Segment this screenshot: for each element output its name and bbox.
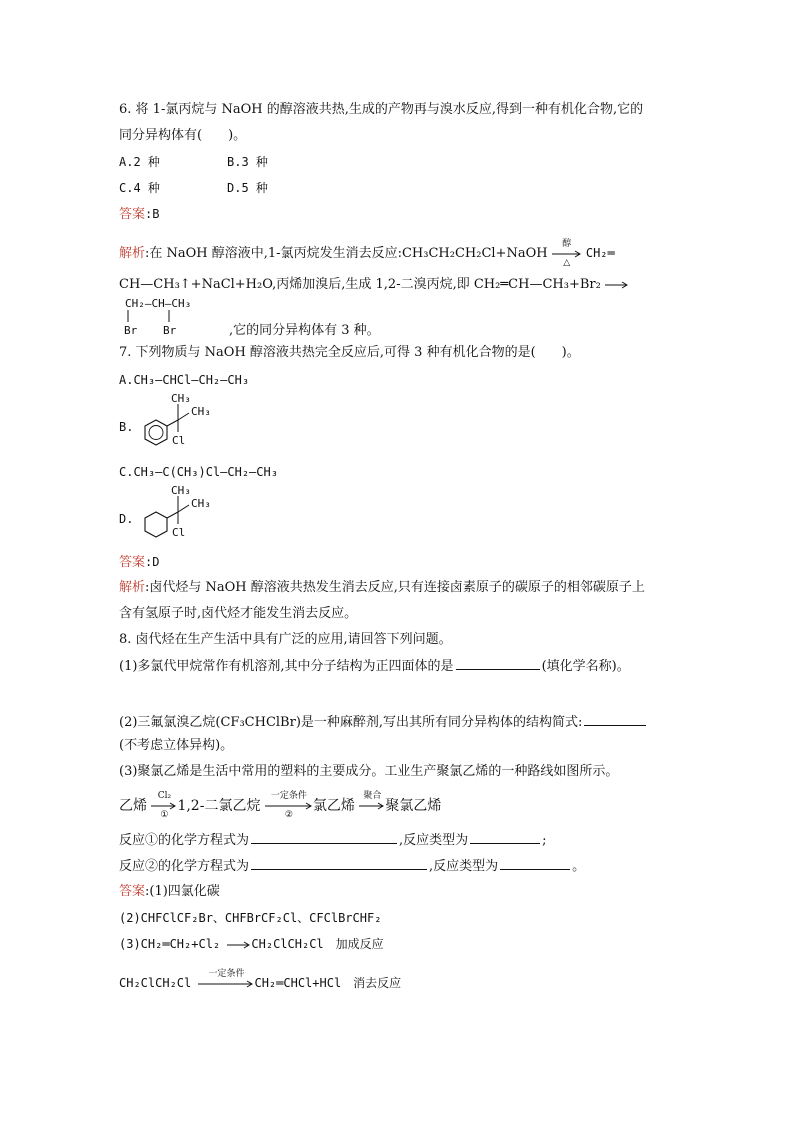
q8-answer-part4: CH₂ClCH₂Cl	[119, 976, 192, 990]
q7-option-d-structure	[134, 484, 224, 550]
q8-reaction1-mid: ,反应类型为	[399, 833, 469, 848]
q8-answer-arrow-1	[227, 941, 251, 949]
q6-addition-arrow	[605, 281, 629, 289]
q6-option-d	[227, 179, 268, 197]
q6-answer	[119, 205, 159, 224]
answer-blank[interactable]	[584, 713, 646, 726]
q6-stem-line1	[119, 101, 643, 119]
arrow-icon	[552, 250, 582, 258]
q7b-cl: Cl	[172, 434, 186, 447]
q8-answer-1	[119, 883, 220, 901]
q8-part1	[119, 657, 630, 676]
q8-answer-4	[119, 968, 402, 992]
q7-stem	[119, 344, 580, 362]
q7-option-b	[119, 418, 133, 436]
q7-option-d	[119, 510, 133, 528]
q8-stem-text: 8. 卤代烃在生产生活中具有广泛的应用,请回答下列问题。	[119, 632, 452, 647]
q7-answer-label: 答案	[119, 555, 146, 570]
q6-analysis-text3: ,它的同分异构体有 3 种。	[229, 323, 380, 338]
q6-answer-value: :B	[145, 207, 160, 221]
route-arrow1-bottom: ①	[160, 810, 169, 820]
q8-answer-label: 答案	[119, 884, 146, 899]
dibromo-chain: CH₂—CH—CH₃	[125, 297, 192, 310]
q7-option-d-text: D.	[119, 512, 134, 526]
arrow-icon	[198, 980, 254, 988]
q7-option-c	[119, 463, 278, 481]
dibromo-br1: Br	[124, 324, 138, 337]
q6-option-b-text: B.3 种	[227, 155, 268, 169]
q6-arrow-condition-top: 醇	[562, 238, 572, 249]
dibromopropane-structure	[119, 294, 229, 342]
route-arrow3-top: 聚合	[363, 791, 382, 801]
q8-part2-text: (2)三氟氯溴乙烷(CF₃CHClBr)是一种麻醉剂,写出其所有同分异构体的结构简式:	[119, 715, 583, 730]
q8-answer-arrow-2	[198, 968, 254, 988]
q7-answer-value: :D	[145, 555, 160, 569]
q8-answer-3	[119, 935, 384, 953]
q8-answer-part2: (2)CHFClCF₂Br、CHFBrCF₂Cl、CFClBrCHF₂	[119, 911, 382, 925]
q6-option-b	[227, 153, 268, 171]
q8-reaction1	[119, 831, 547, 850]
q7-analysis-line2	[119, 605, 357, 623]
q7-answer	[119, 553, 159, 572]
q6-analysis-label: 解析	[119, 246, 146, 261]
q7b-ch3-top: CH₃	[171, 392, 191, 405]
q8-reaction2	[119, 857, 585, 876]
cyclohexane-structure-svg	[134, 484, 224, 546]
arrow-icon	[359, 802, 385, 810]
answer-blank[interactable]	[456, 657, 540, 670]
q8-part2	[119, 713, 648, 732]
answer-blank[interactable]	[470, 831, 540, 844]
q8-answer-2	[119, 909, 381, 927]
route-arrow2-top: 一定条件	[270, 791, 307, 801]
q6-stem-text1: 6. 将 1-氯丙烷与 NaOH 的醇溶液共热,生成的产物再与溴水反应,得到一种有机化合物,它的	[119, 102, 644, 117]
q8-part3-text: (3)聚氯乙烯是生活中常用的塑料的主要成分。工业生产聚氯乙烯的一种路线如图所示。	[119, 764, 619, 779]
q7-analysis-text1: :卤代烃与 NaOH 醇溶液共热发生消去反应,只有连接卤素原子的碳原子的相邻碳原子上	[145, 580, 645, 595]
q8-reaction1-text: 反应①的化学方程式为	[119, 833, 250, 848]
q7-option-b-text: B.	[119, 420, 134, 434]
answer-blank[interactable]	[251, 857, 427, 870]
q6-option-a	[119, 153, 160, 171]
answer-blank[interactable]	[251, 831, 397, 844]
q6-analysis-text2: CH—CH₃↑+NaCl+H₂O,丙烯加溴后,生成 1,2-二溴丙烷,即 CH₂═CH—CH₃+Br₂	[119, 277, 601, 292]
answer-blank[interactable]	[500, 857, 570, 870]
q7-option-a	[119, 371, 249, 389]
q8-answer-part1: :(1)四氯化碳	[145, 884, 220, 899]
benzene-structure-svg	[134, 392, 224, 454]
route-arrow-3	[359, 791, 385, 810]
q8-part1-end: (填化学名称)。	[541, 659, 630, 674]
q8-stem	[119, 631, 452, 649]
q6-stem-text2: 同分异构体有( )。	[119, 128, 247, 143]
q7-option-a-text: A.CH₃—CHCl—CH₂—CH₃	[119, 373, 250, 387]
pvc-route	[119, 791, 442, 820]
arrow-icon	[227, 941, 251, 949]
q7d-cl: Cl	[172, 526, 186, 539]
q8-part2b-text: (不考虑立体异构)。	[119, 738, 234, 753]
q6-option-c	[119, 179, 160, 197]
q7b-ch3-right: CH₃	[191, 405, 211, 418]
q8-part1-text: (1)多氯代甲烷常作有机溶剂,其中分子结构为正四面体的是	[119, 659, 454, 674]
q6-option-d-text: D.5 种	[227, 181, 268, 195]
q7-analysis-line1	[119, 579, 645, 597]
q8-answer-part3-end: CH₂ClCH₂Cl 加成反应	[251, 937, 384, 951]
q7d-ch3-right: CH₃	[191, 497, 211, 510]
q8-reaction1-end: ;	[542, 833, 547, 848]
dibromopropane-svg	[119, 294, 229, 338]
q6-arrow-condition-bottom: △	[563, 257, 571, 268]
arrow-icon	[151, 802, 177, 810]
q6-reaction-arrow	[552, 238, 582, 268]
route-arrow-1	[151, 791, 177, 820]
q8-part2b	[119, 737, 233, 755]
q8-reaction2-mid: ,反应类型为	[429, 859, 499, 874]
q6-analysis-text1: :在 NaOH 醇溶液中,1-氯丙烷发生消去反应:CH₃CH₂CH₂Cl+NaOH	[145, 246, 548, 261]
q8-answer-arrow2-top: 一定条件	[208, 968, 245, 979]
q7-analysis-label: 解析	[119, 580, 146, 595]
q7-stem-text: 7. 下列物质与 NaOH 醇溶液共热完全反应后,可得 3 种有机化合物的是( )。	[119, 345, 580, 360]
q8-reaction2-end: 。	[572, 859, 586, 874]
q6-option-c-text: C.4 种	[119, 181, 160, 195]
q6-analysis-line3	[229, 322, 380, 340]
q7-option-b-structure	[134, 392, 224, 458]
route-arrow-2	[265, 791, 313, 820]
q6-option-a-text: A.2 种	[119, 155, 160, 169]
dibromo-br2: Br	[163, 324, 177, 337]
q7d-ch3-top: CH₃	[171, 484, 191, 497]
route-dichloroethane: 1,2-二氯乙烷	[177, 798, 261, 814]
q6-answer-label: 答案	[119, 207, 146, 222]
q6-analysis-text1-end: CH₂═	[585, 246, 615, 260]
route-arrow1-top: Cl₂	[157, 791, 172, 801]
route-vinyl-chloride: 氯乙烯	[312, 798, 355, 814]
route-arrow2-bottom: ②	[284, 810, 293, 820]
q6-analysis-line1	[119, 238, 615, 268]
q8-answer-part3: (3)CH₂═CH₂+Cl₂	[119, 937, 221, 951]
q8-part3	[119, 763, 618, 781]
route-ethylene: 乙烯	[119, 798, 147, 814]
q8-reaction2-text: 反应②的化学方程式为	[119, 859, 250, 874]
q7-analysis-text2: 含有氢原子时,卤代烃才能发生消去反应。	[119, 606, 358, 621]
q8-answer-part4-end: CH₂═CHCl+HCl 消去反应	[254, 976, 402, 990]
q7-option-c-text: C.CH₃—C(CH₃)Cl—CH₂—CH₃	[119, 465, 278, 479]
route-pvc: 聚氯乙烯	[385, 798, 442, 814]
arrow-icon	[605, 281, 629, 289]
q6-stem-line2	[119, 127, 246, 145]
arrow-icon	[265, 802, 313, 810]
q6-analysis-line2	[119, 276, 629, 294]
